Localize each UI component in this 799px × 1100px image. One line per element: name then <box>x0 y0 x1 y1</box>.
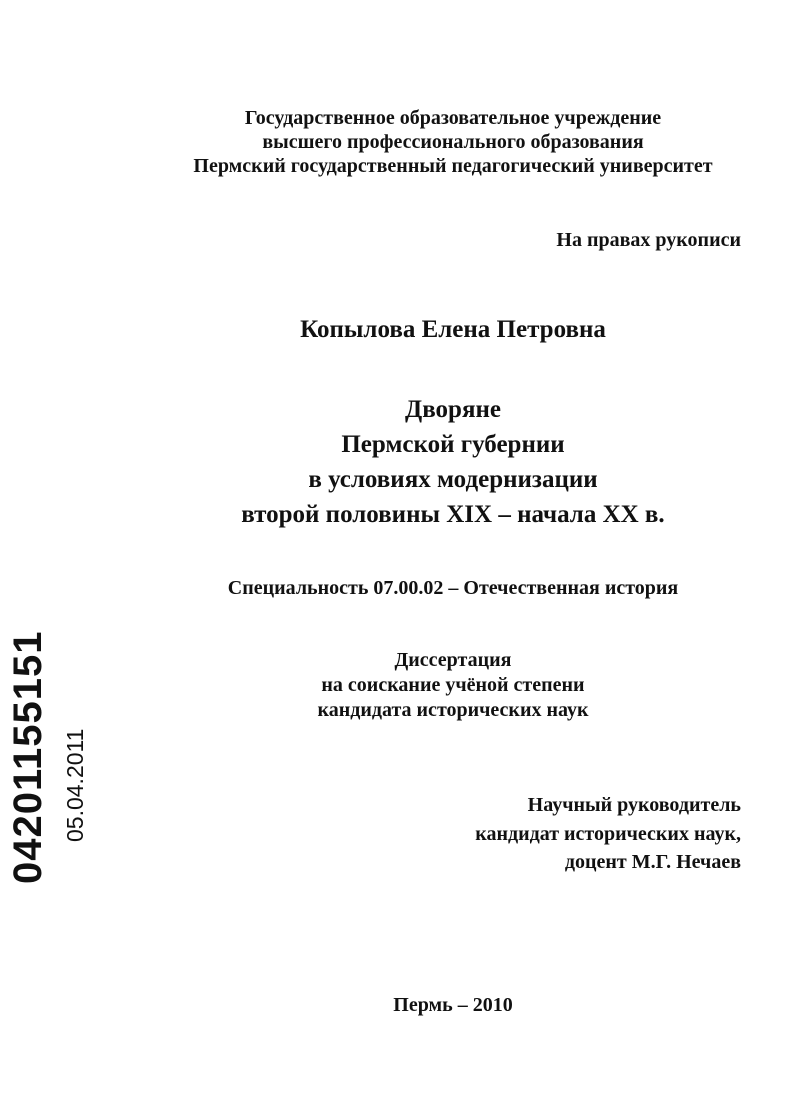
dissertation-line-2: на соискание учёной степени <box>321 674 585 696</box>
institution-line-2: высшего профессионального образования <box>262 131 644 153</box>
supervisor-line-3: доцент М.Г. Нечаев <box>564 851 741 873</box>
manuscript-note: На правах рукописи <box>556 229 741 251</box>
title-line-2: Пермской губернии <box>341 431 565 458</box>
dissertation-line-1: Диссертация <box>394 649 512 671</box>
institution-line-3: Пермский государственный педагогический университет <box>193 155 713 177</box>
library-stamp-number: 04201155151 <box>6 630 50 884</box>
institution-line-1: Государственное образовательное учреждение <box>244 107 662 129</box>
supervisor-line-1: Научный руководитель <box>527 794 741 816</box>
place-year: Пермь – 2010 <box>393 994 513 1016</box>
author-name: Копылова Елена Петровна <box>300 316 606 343</box>
supervisor-line-2: кандидат исторических наук, <box>475 823 741 845</box>
dissertation-line-3: кандидата исторических наук <box>317 699 589 721</box>
title-line-1: Дворяне <box>405 396 501 423</box>
title-line-3: в условиях модернизации <box>308 466 598 493</box>
library-stamp-date: 05.04.2011 <box>62 728 88 842</box>
title-line-4: второй половины XIX – начала XX в. <box>241 501 665 528</box>
specialty: Специальность 07.00.02 – Отечественная история <box>227 577 679 599</box>
